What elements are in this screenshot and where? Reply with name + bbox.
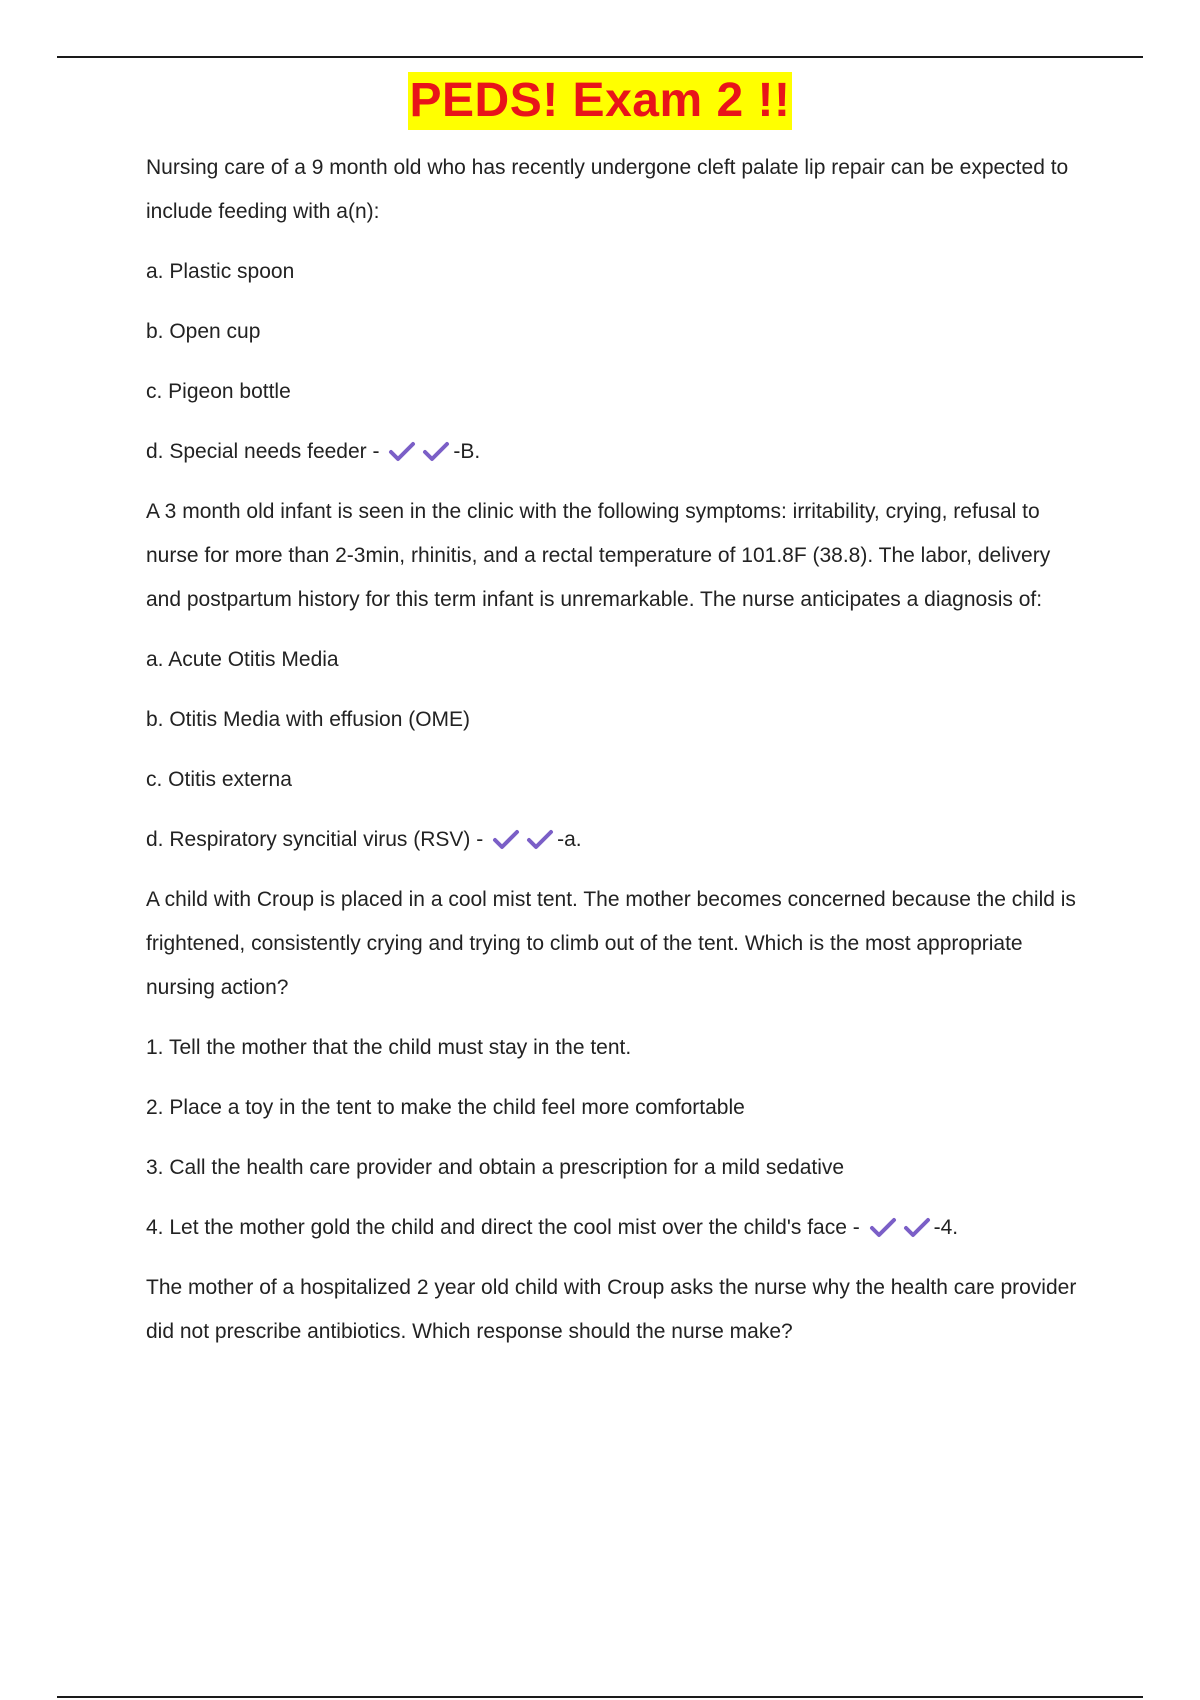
answer-option-text: 4. Let the mother gold the child and direct the cool mist over the child's face - bbox=[146, 1216, 860, 1239]
checkmark-icon bbox=[903, 1217, 931, 1239]
answer-option: b. Open cup bbox=[146, 320, 261, 343]
question-stem: Nursing care of a 9 month old who has recently undergone cleft palate lip repair can be expected to include feeding with a(n): bbox=[146, 156, 1069, 223]
checkmark-icon bbox=[422, 441, 450, 463]
answer-option: b. Otitis Media with effusion (OME) bbox=[146, 708, 471, 731]
answer-option: 2. Place a toy in the tent to make the child feel more comfortable bbox=[146, 1096, 745, 1119]
answer-option: 3. Call the health care provider and obtain a prescription for a mild sedative bbox=[146, 1156, 845, 1179]
answer-option: a. Plastic spoon bbox=[146, 260, 295, 283]
document-body bbox=[146, 146, 1086, 1370]
answer-option-with-key bbox=[146, 818, 1086, 862]
answer-option-with-key bbox=[146, 1206, 1086, 1250]
answer-option-text: d. Respiratory syncitial virus (RSV) - bbox=[146, 828, 484, 851]
checkmark-icon bbox=[526, 829, 554, 851]
question-stem: A 3 month old infant is seen in the clinic with the following symptoms: irritability, crying, refusal to nurse for more than 2-3min, rhinitis, and a rectal temperature of 101.8F (38.8). The labor, delivery and postpartum history for this term infant is unremarkable. The nurse anticipates a diagnosis of: bbox=[146, 500, 1051, 611]
answer-key: -4. bbox=[933, 1216, 959, 1239]
bottom-rule bbox=[57, 1696, 1143, 1698]
checkmark-icon bbox=[492, 829, 520, 851]
answer-option: c. Otitis externa bbox=[146, 768, 292, 791]
checkmark-icon bbox=[388, 441, 416, 463]
title-container bbox=[0, 72, 1200, 130]
checkmark-icon bbox=[869, 1217, 897, 1239]
document-title: PEDS! Exam 2 !! bbox=[408, 72, 793, 130]
answer-option-with-key bbox=[146, 430, 1086, 474]
answer-option: c. Pigeon bottle bbox=[146, 380, 291, 403]
answer-option: a. Acute Otitis Media bbox=[146, 648, 339, 671]
question-stem: The mother of a hospitalized 2 year old child with Croup asks the nurse why the health care provider did not prescribe antibiotics. Which response should the nurse make? bbox=[146, 1276, 1077, 1343]
answer-option: 1. Tell the mother that the child must stay in the tent. bbox=[146, 1036, 632, 1059]
question-stem: A child with Croup is placed in a cool mist tent. The mother becomes concerned because the child is frightened, consistently crying and trying to climb out of the tent. Which is the most appropriate nursing action? bbox=[146, 888, 1076, 999]
answer-option-text: d. Special needs feeder - bbox=[146, 440, 380, 463]
answer-key: -B. bbox=[453, 440, 481, 463]
top-rule bbox=[57, 56, 1143, 58]
answer-key: -a. bbox=[557, 828, 582, 851]
